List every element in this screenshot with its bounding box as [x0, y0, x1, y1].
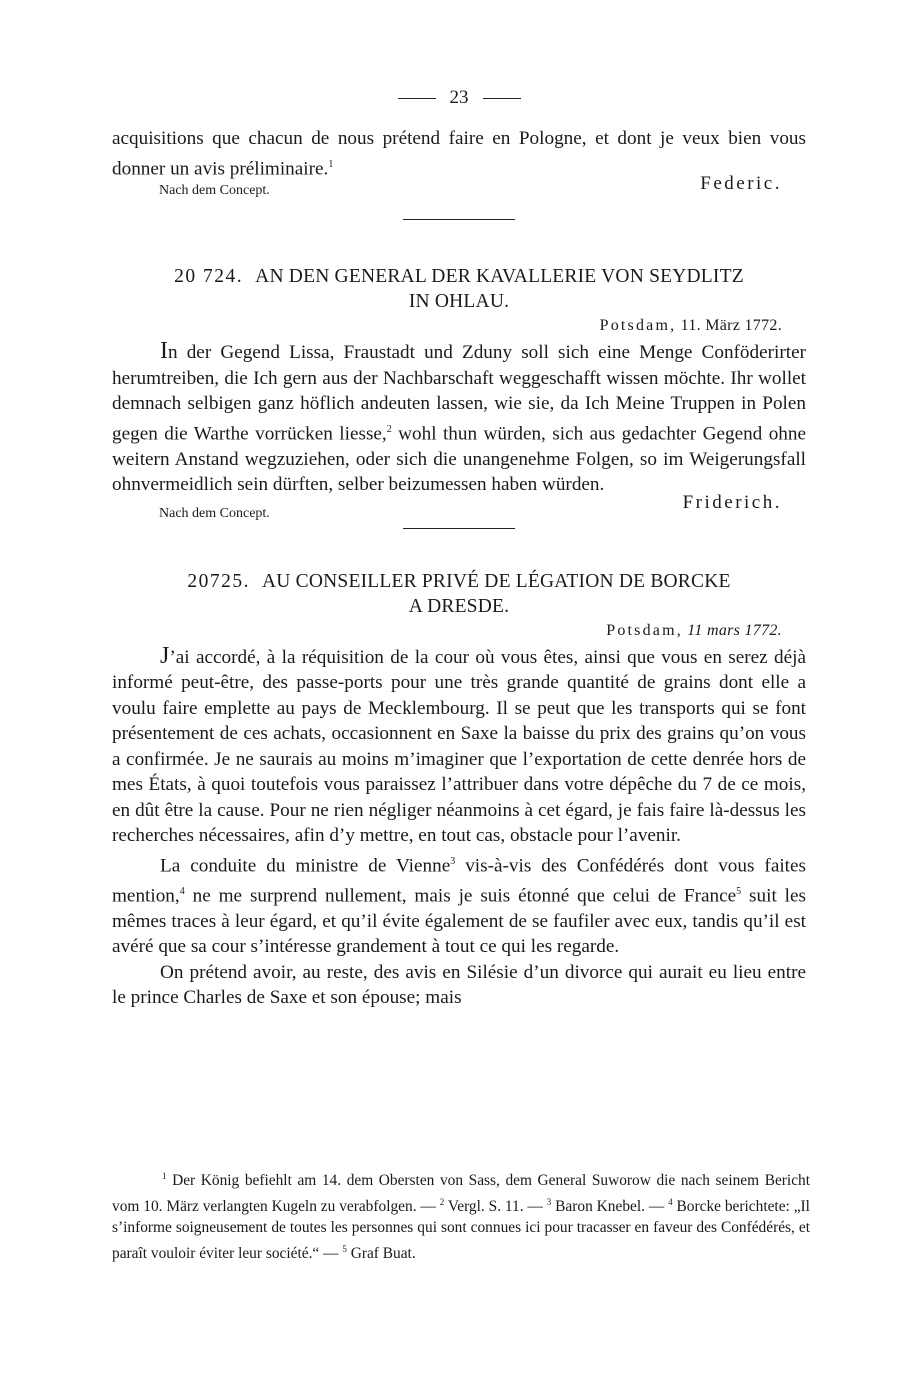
footnote-ref-3: 3: [450, 855, 456, 867]
letter-20724: [112, 264, 806, 521]
source-note: Nach dem Concept.: [159, 505, 270, 521]
initial-letter: J: [160, 642, 170, 669]
paragraph-2: [112, 849, 806, 960]
footnote-ref-5: 5: [736, 885, 742, 897]
page-number: 23: [449, 87, 469, 108]
footnote-5: Graf Buat.: [350, 1244, 416, 1262]
letter-number: 20725.: [187, 570, 251, 592]
paragraph-2-part-b: vis-à-vis des Confédérés dont vous faites mention,: [112, 855, 806, 907]
footnote-1: Der König befiehlt am 14. dem Obersten von Sass, dem General Suworow die nach seinem Bericht vom 10. März verlangten Kugeln zu verabfolgen. —: [112, 1172, 810, 1215]
page-body: [112, 86, 806, 1011]
dateline: [112, 619, 782, 643]
footnote-3: Baron Knebel. —: [555, 1197, 665, 1215]
paragraph-1-text: ’ai accordé, à la réquisition de la cour où vous êtes, ainsi que vous en serez déjà informé peut-être, des passe-ports pour une très grande quantité de grains dont elle a voulu faire emplette au pays de Mecklembourg. Il se peut que les transports qui se font présentement de ces achats, occasionnent en Saxe la baisse du prix des grains qu’on vous a confirmée. Je ne saurais au moins m’imaginer que l’exportation de cette denrée hors de mes États, à quoi toutefois vous paraissez l’attribuer dans votre dépêche du 7 de ce mois, en dût être la cause. Pour ne rien négliger néanmoins à cet égard, je fais faire là-dessus les recherches nécessaires, afin d’y mettre, en tout cas, obstacle pour l’avenir.: [112, 646, 806, 847]
footnote-2: Vergl. S. 11. —: [447, 1197, 543, 1215]
addressee-line-1: AU CONSEILLER PRIVÉ DE LÉGATION DE BORCKE: [262, 570, 731, 592]
dateline-date: 11. März 1772.: [680, 317, 782, 335]
dateline-place: Potsdam,: [599, 317, 677, 335]
addressee-line-2: A DRESDE.: [408, 595, 510, 617]
page-number-line: [112, 86, 806, 110]
footnotes: [112, 1166, 810, 1264]
paragraph-2-part-d: suit les mêmes traces à leur égard, et qu’il évite également de se faufiler avec eux, tandis qu’il est avéré que sa cour s’intéresse grandement à tout ce qui les regarde.: [112, 885, 806, 958]
letter-body: [112, 340, 806, 497]
paragraph-2-part-a: La conduite du ministre de Vienne: [160, 855, 451, 877]
footnote-marker-1: 1: [162, 1171, 167, 1181]
paragraph-2-part-c: ne me surprend nullement, mais je suis étonné que celui de France: [192, 885, 737, 907]
footnote-ref-2: 2: [386, 423, 392, 435]
footnote-marker-2: 2: [439, 1196, 445, 1207]
footnote-marker-3: 3: [546, 1196, 552, 1207]
paragraph-1: [112, 642, 806, 849]
previous-letter-sentence: acquisitions que chacun de nous prétend faire en Pologne, et dont je veux bien vous donner un avis préliminaire.: [112, 128, 806, 179]
signature: Federic.: [700, 173, 782, 195]
dateline-place: Potsdam,: [606, 621, 683, 639]
dateline-date: 11 mars 1772.: [687, 621, 782, 639]
footnote-4: Borcke berichtete: „Il s’informe soigneusement de toutes les personnes qui sont connues ici pour tracasser en faveur des Confédérés, et paraît vouloir éviter leur société.“ —: [112, 1197, 810, 1262]
footnote-block: [112, 1166, 810, 1264]
letter-body-part-a: n der Gegend Lissa, Fraustadt und Zduny soll sich eine Menge Conföderirter herumtreiben, die Ich gern aus der Nachbarschaft weggeschafft wissen möchte. Ihr wollet demnach selbigen ganz höflich andeuten lassen, wie sie, da Ich Meine Truppen in Polen gegen die Warthe vorrücken liesse,: [112, 342, 806, 445]
footnote-marker-5: 5: [342, 1243, 347, 1254]
page-number-dash-right: [483, 98, 521, 99]
letter-heading: [112, 264, 806, 289]
addressee-line-2: IN OHLAU.: [408, 291, 510, 313]
footnote-marker-4: 4: [668, 1196, 673, 1207]
paragraph-3: On prétend avoir, au reste, des avis en Silésie d’un divorce qui aurait eu lieu entre le prince Charles de Saxe et son épouse; mais: [112, 961, 806, 1009]
letter-number: 20 724.: [174, 266, 244, 288]
letter-20725: [112, 569, 806, 1011]
footnote-ref-4: 4: [179, 885, 185, 897]
dateline: [112, 314, 782, 338]
letter-heading: [112, 569, 806, 594]
footnote-ref-1: 1: [328, 158, 334, 170]
signature: Friderich.: [682, 491, 782, 513]
addressee-line-1: AN DEN GENERAL DER KAVALLERIE VON SEYDLITZ: [255, 266, 744, 288]
letter-body-part-b: wohl thun würden, sich aus gedachter Gegend ohne weitern Anstand wegzuziehen, oder sich die unangenehme Folgen, so im Weigerungsfall ohnvermeidlich sein dürften, selber beizumessen haben würden.: [112, 423, 806, 496]
page-number-dash-left: [398, 98, 436, 99]
previous-letter-ending: [112, 126, 806, 199]
initial-letter: I: [160, 338, 168, 365]
source-note: Nach dem Concept.: [159, 183, 270, 199]
